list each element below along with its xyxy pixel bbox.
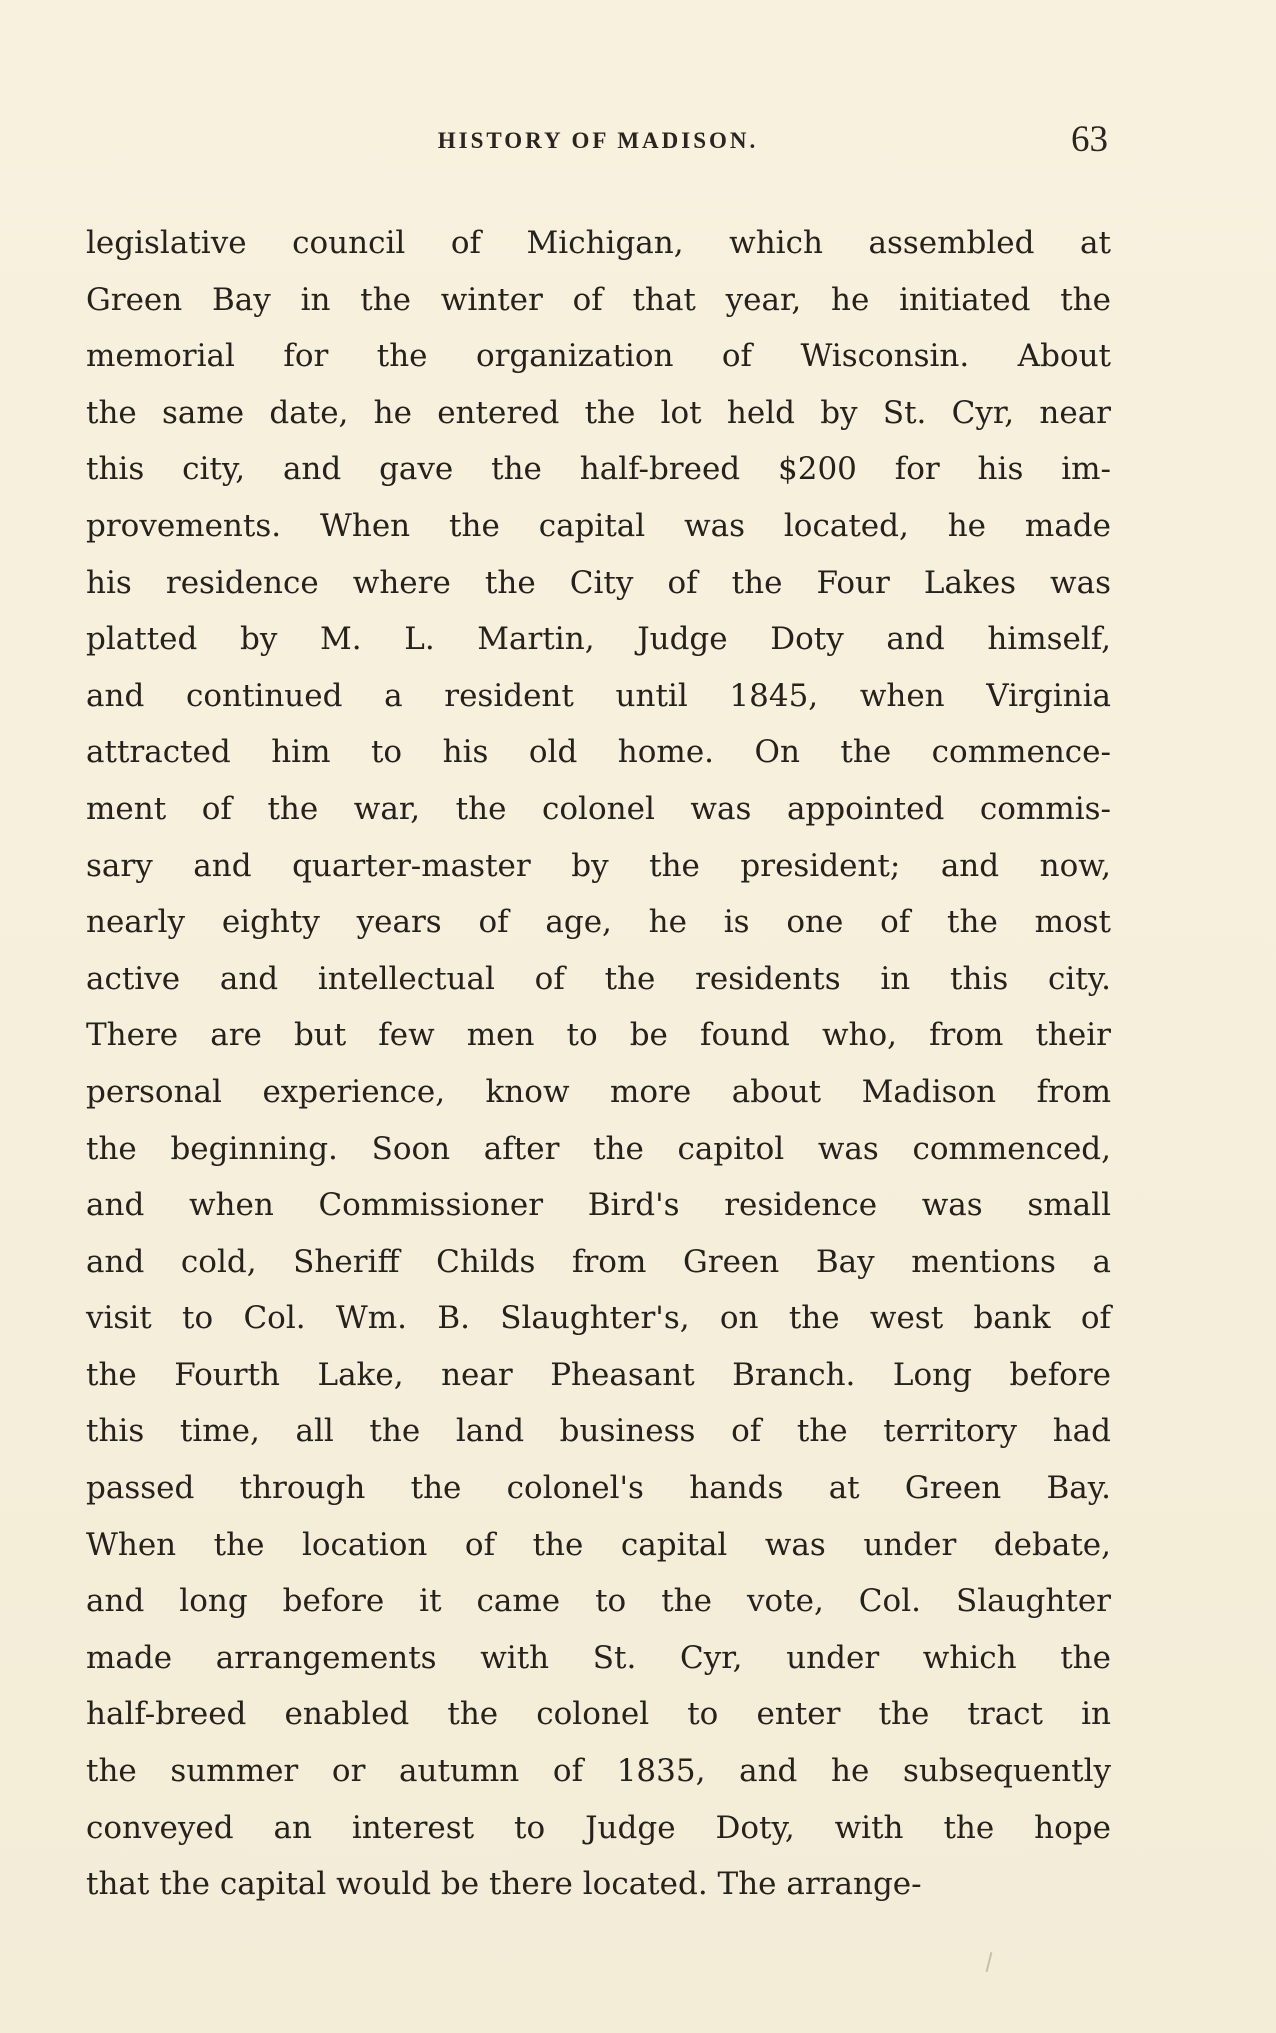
text-line: and continued a resident until 1845, when Virginia [86, 677, 1111, 714]
text-line: personal experience, know more about Madison from [86, 1073, 1111, 1110]
text-line: the Fourth Lake, near Pheasant Branch. Long before [86, 1356, 1111, 1393]
text-line: his residence where the City of the Four Lakes was [86, 564, 1111, 601]
text-line: active and intellectual of the residents in this city. [86, 960, 1111, 997]
running-title: HISTORY OF MADISON. [437, 128, 759, 153]
page-number: 63 [1071, 119, 1108, 160]
text-line: the summer or autumn of 1835, and he subsequently [86, 1753, 1111, 1790]
text-line: and when Commissioner Bird's residence was small [86, 1187, 1111, 1224]
text-line: attracted him to his old home. On the commence- [86, 734, 1111, 771]
text-line: memorial for the organization of Wisconsin. About [86, 338, 1111, 375]
text-line: legislative council of Michigan, which assembled at [86, 225, 1111, 261]
text-line: platted by M. L. Martin, Judge Doty and himself, [86, 621, 1111, 658]
text-line: made arrangements with St. Cyr, under which the [86, 1639, 1111, 1676]
text-line: There are but few men to be found who, from their [86, 1017, 1111, 1054]
text-line: visit to Col. Wm. B. Slaughter's, on the west bank of [86, 1300, 1111, 1337]
text-line: this time, all the land business of the territory had [86, 1413, 1111, 1450]
text-line: ment of the war, the colonel was appointed commis- [86, 790, 1111, 827]
body-text [86, 215, 1111, 1913]
text-line: sary and quarter-master by the president; and now, [86, 847, 1111, 884]
text-line: and cold, Sheriff Childs from Green Bay mentions a [86, 1243, 1111, 1280]
text-line: half-breed enabled the colonel to enter the tract in [86, 1696, 1111, 1733]
text-line: conveyed an interest to Judge Doty, with the hope [86, 1809, 1111, 1846]
text-line: Green Bay in the winter of that year, he initiated the [86, 281, 1111, 318]
text-line: provements. When the capital was located, he made [86, 507, 1111, 544]
text-line: When the location of the capital was under debate, [86, 1526, 1111, 1563]
running-head [88, 118, 1108, 168]
ink-mark [986, 1952, 993, 1972]
text-line: this city, and gave the half-breed $200 for his im- [86, 451, 1111, 488]
text-line: that the capital would be there located. The arrange- [86, 1866, 922, 1903]
text-line: nearly eighty years of age, he is one of the most [86, 904, 1111, 941]
text-line: the beginning. Soon after the capitol was commenced, [86, 1130, 1111, 1167]
text-line: the same date, he entered the lot held by St. Cyr, near [86, 394, 1111, 431]
text-line: and long before it came to the vote, Col. Slaughter [86, 1583, 1111, 1620]
text-line: passed through the colonel's hands at Green Bay. [86, 1470, 1111, 1507]
